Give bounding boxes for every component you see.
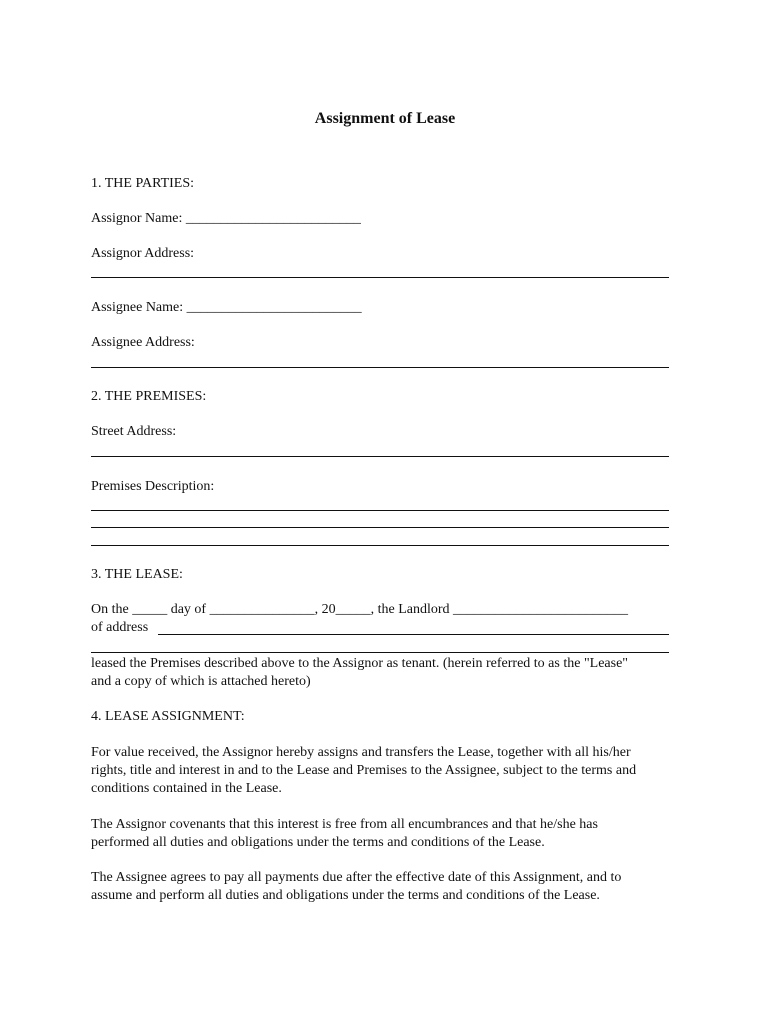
assignment-paragraph-3-line-2: assume and perform all duties and obligations under the terms and conditions of the Lease. bbox=[91, 888, 600, 903]
assignor-address-label: Assignor Address: bbox=[91, 246, 195, 261]
assignor-name-field: Assignor Name: _________________________ bbox=[91, 211, 361, 226]
assignment-paragraph-1-line-3: conditions contained in the Lease. bbox=[91, 781, 282, 796]
assignment-paragraph-3-line-1: The Assignee agrees to pay all payments due after the effective date of this Assignment, and to bbox=[91, 870, 622, 885]
premises-description-line-3 bbox=[91, 545, 669, 546]
lease-text-line-2: and a copy of which is attached hereto) bbox=[91, 674, 311, 689]
street-address-line bbox=[91, 456, 669, 457]
landlord-address-line-2 bbox=[91, 652, 669, 653]
parties-heading: 1. THE PARTIES: bbox=[91, 176, 195, 191]
lease-date-landlord-line: On the _____ day of _______________, 20_____, the Landlord _________________________ bbox=[91, 602, 629, 617]
street-address-label: Street Address: bbox=[91, 424, 177, 439]
assignment-paragraph-2-line-2: performed all duties and obligations under the terms and conditions of the Lease. bbox=[91, 835, 545, 850]
assignee-name-field: Assignee Name: _________________________ bbox=[91, 300, 362, 315]
assignment-paragraph-1-line-2: rights, title and interest in and to the Lease and Premises to the Assignee, subject to the terms and bbox=[91, 763, 637, 778]
premises-description-line-1 bbox=[91, 510, 669, 511]
assignee-address-label: Assignee Address: bbox=[91, 335, 195, 350]
landlord-address-line bbox=[158, 634, 669, 635]
premises-description-label: Premises Description: bbox=[91, 479, 215, 494]
assignee-address-line bbox=[91, 367, 669, 368]
assignment-heading: 4. LEASE ASSIGNMENT: bbox=[91, 709, 245, 724]
of-address-label: of address bbox=[91, 620, 149, 635]
assignment-paragraph-1-line-1: For value received, the Assignor hereby assigns and transfers the Lease, together with all his/her bbox=[91, 745, 631, 760]
assignor-address-line bbox=[91, 277, 669, 278]
premises-description-line-2 bbox=[91, 527, 669, 528]
lease-heading: 3. THE LEASE: bbox=[91, 567, 183, 582]
document-title: Assignment of Lease bbox=[314, 110, 456, 127]
premises-heading: 2. THE PREMISES: bbox=[91, 389, 207, 404]
assignment-paragraph-2-line-1: The Assignor covenants that this interest is free from all encumbrances and that he/she has bbox=[91, 817, 598, 832]
lease-text-line-1: leased the Premises described above to the Assignor as tenant. (herein referred to as the "Lease" bbox=[91, 656, 629, 671]
